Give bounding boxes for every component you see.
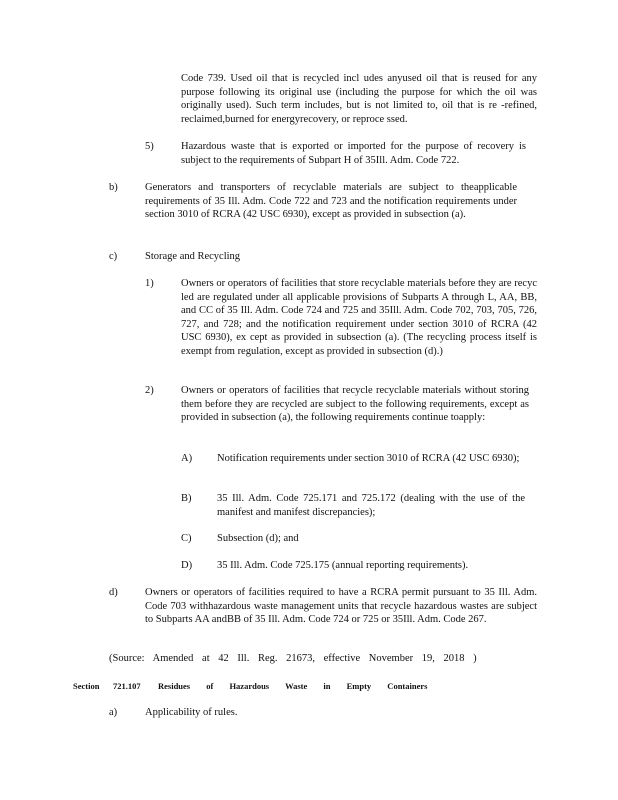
item-c2-label: 2) [145,385,154,396]
source-note: (Source: Amended at 42 Ill. Reg. 21673, effective November 19, 2018 ) [109,653,477,664]
item-c2C-label: C) [181,533,192,544]
item-b-label: b) [109,182,118,193]
item-next-a-text: Applicability of rules. [145,707,238,718]
section-heading-title: Residues of Hazardous Waste in Empty Containers [158,681,428,691]
item-c2A-text: Notification requirements under section 3010 of RCRA (42 USC 6930); [217,453,520,464]
item-c1-text: Owners or operators of facilities that store recyclable materials before they are recyc led are regulated under all applicable provisions of Subparts A through L, AA, BB, and CC of 35 Ill. Adm. Code 724 and 725 and 35Ill. Adm. Code 702, 703, 705, 726, 727, and 728; and the notification requirement under section 3010 of RCRA (42 USC 6930), ex cept as provided in subsection (a). (The recycling process itself is exempt from regulation, except as provided in subsection (d).) [181,278,537,357]
section-heading-word: Section [73,681,100,691]
item-c-label: c) [109,251,118,262]
item-a5-text: Hazardous waste that is exported or imported for the purpose of recovery is subject to the requirements of Subpart H of 35Ill. Adm. Code 722. [181,141,526,166]
item-c2B-text: 35 Ill. Adm. Code 725.171 and 725.172 (dealing with the use of the manifest and manifest discrepancies); [217,493,525,518]
item-c2A-label: A) [181,453,193,464]
item-a5-label: 5) [145,141,154,152]
item-c2C-text: Subsection (d); and [217,533,299,544]
item-next-a-label: a) [109,707,118,718]
item-c2B-label: B) [181,493,192,504]
item-d-text: Owners or operators of facilities required to have a RCRA permit pursuant to 35 Ill. Adm. Code 703 withhazardous waste management units that recycle hazardous wastes are subject to Subparts AA andBB of 35 Ill. Adm. Code 724 or 725 or 35Ill. Adm. Code 267. [145,587,537,626]
item-c-heading: Storage and Recycling [145,251,241,262]
item-c2D-text: 35 Ill. Adm. Code 725.175 (annual reporting requirements). [217,560,469,571]
item-c2D-label: D) [181,560,193,571]
item-d-label: d) [109,587,118,598]
continued-paragraph: Code 739. Used oil that is recycled incl udes anyused oil that is reused for any purpose following its original use (including the purpose for which the oil was originally used). Such term includes, but is not limited to, oil that is re -refined, reclaimed,burned for energyrecovery, or reproce ssed. [181,73,537,125]
section-heading-number: 721.107 [113,681,141,691]
item-c2-text: Owners or operators of facilities that recycle recyclable materials without storing them before they are recycled are subject to the following requirements, except as provided in subsection (a), the following requirements continue toapply: [181,385,529,424]
item-b-text: Generators and transporters of recyclable materials are subject to theapplicable requirements of 35 Ill. Adm. Code 722 and 723 and the notification requirements under section 3010 of RCRA (42 USC 6930), except as provided in subsection (a). [145,182,517,221]
item-c1-label: 1) [145,278,154,289]
